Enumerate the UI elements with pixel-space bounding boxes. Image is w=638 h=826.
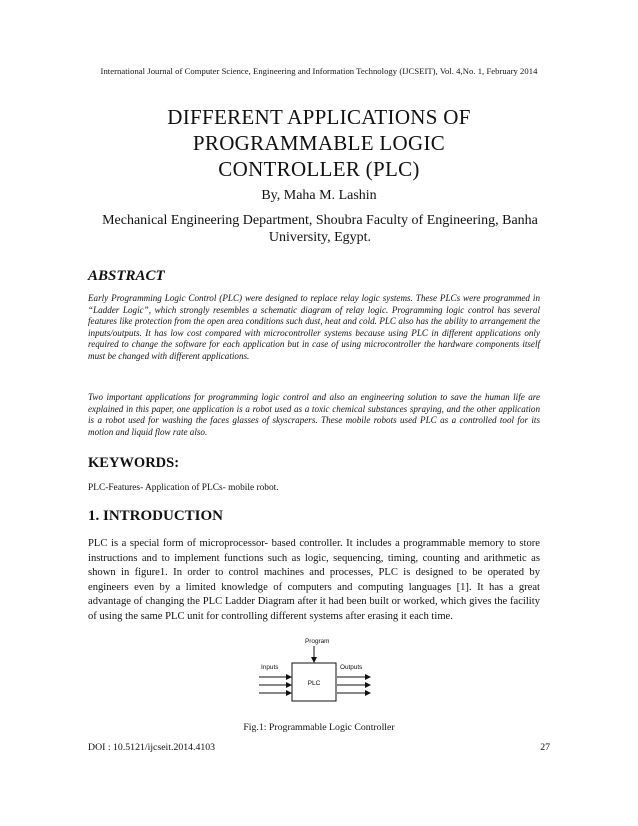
plc-diagram-svg xyxy=(250,633,380,705)
outputs-label: Outputs xyxy=(340,664,363,671)
plc-box-label: PLC xyxy=(307,680,321,687)
plc-block-diagram xyxy=(250,633,380,705)
paper-title xyxy=(0,104,638,182)
journal-header: International Journal of Computer Science, Engineering and Information Technology (IJCSEIT), Vol. 4,No. 1, February 2014 xyxy=(100,66,538,76)
title-line-1: DIFFERENT APPLICATIONS OF xyxy=(167,105,471,129)
introduction-paragraph: PLC is a special form of microprocessor- based controller. It includes a programmable memory to store instructions and to implement functions such as logic, sequencing, timing, counting and arithmetic as shown in figure1. In order to control machines and processes, PLC is designed to be operated by engineers even by a limited knowledge of computers and computing languages [1]. It has a great advantage of changing the PLC Ladder Diagram after it had been built or worked, which gives the facility of using the same PLC unit for controlling different systems after erasing it each time. xyxy=(88,538,540,622)
affiliation: Mechanical Engineering Department, Shoubra Faculty of Engineering, Banha University, Egypt. xyxy=(102,213,538,245)
inputs-label: Inputs xyxy=(261,664,279,671)
program-label: Program xyxy=(305,638,330,645)
author-line: By, Maha M. Lashin xyxy=(261,188,377,203)
title-line-2: PROGRAMMABLE LOGIC xyxy=(192,131,446,155)
abstract-heading: ABSTRACT xyxy=(88,268,165,284)
abstract-paragraph-2: Two important applications for programming logic control and also an engineering solution to save the human life are explained in this paper, one application is a robot used as a toxic chemical substances spraying, and the other application is a robot used for washing the faces glasses of skyscrapers. These mobile robots used PLC as a controlled tool for its motion and liquid flow rate also. xyxy=(88,392,540,437)
title-line-3: CONTROLLER (PLC) xyxy=(218,157,420,181)
keywords-heading: KEYWORDS: xyxy=(88,455,180,471)
figure-caption: Fig.1: Programmable Logic Controller xyxy=(243,722,395,733)
introduction-heading: 1. INTRODUCTION xyxy=(88,508,224,524)
page-number: 27 xyxy=(540,742,550,753)
doi: DOI : 10.5121/ijcseit.2014.4103 xyxy=(88,742,216,753)
keywords-text: PLC-Features- Application of PLCs- mobile robot. xyxy=(88,483,279,493)
abstract-paragraph-1: Early Programming Logic Control (PLC) were designed to replace relay logic systems. These PLCs were programmed in “Ladder Logic”, which strongly resembles a schematic diagram of relay logic. Programming logic control has several features like protection from the open area conditions such dust, heat and cold. PLC also has the ability to arrangement the inputs/outputs. It has low cost compared with microcontroller systems because using PLC in different applications only required to change the software for each application but in case of using microcontroller the hardware components itself must be changed with different applications. xyxy=(88,293,540,361)
